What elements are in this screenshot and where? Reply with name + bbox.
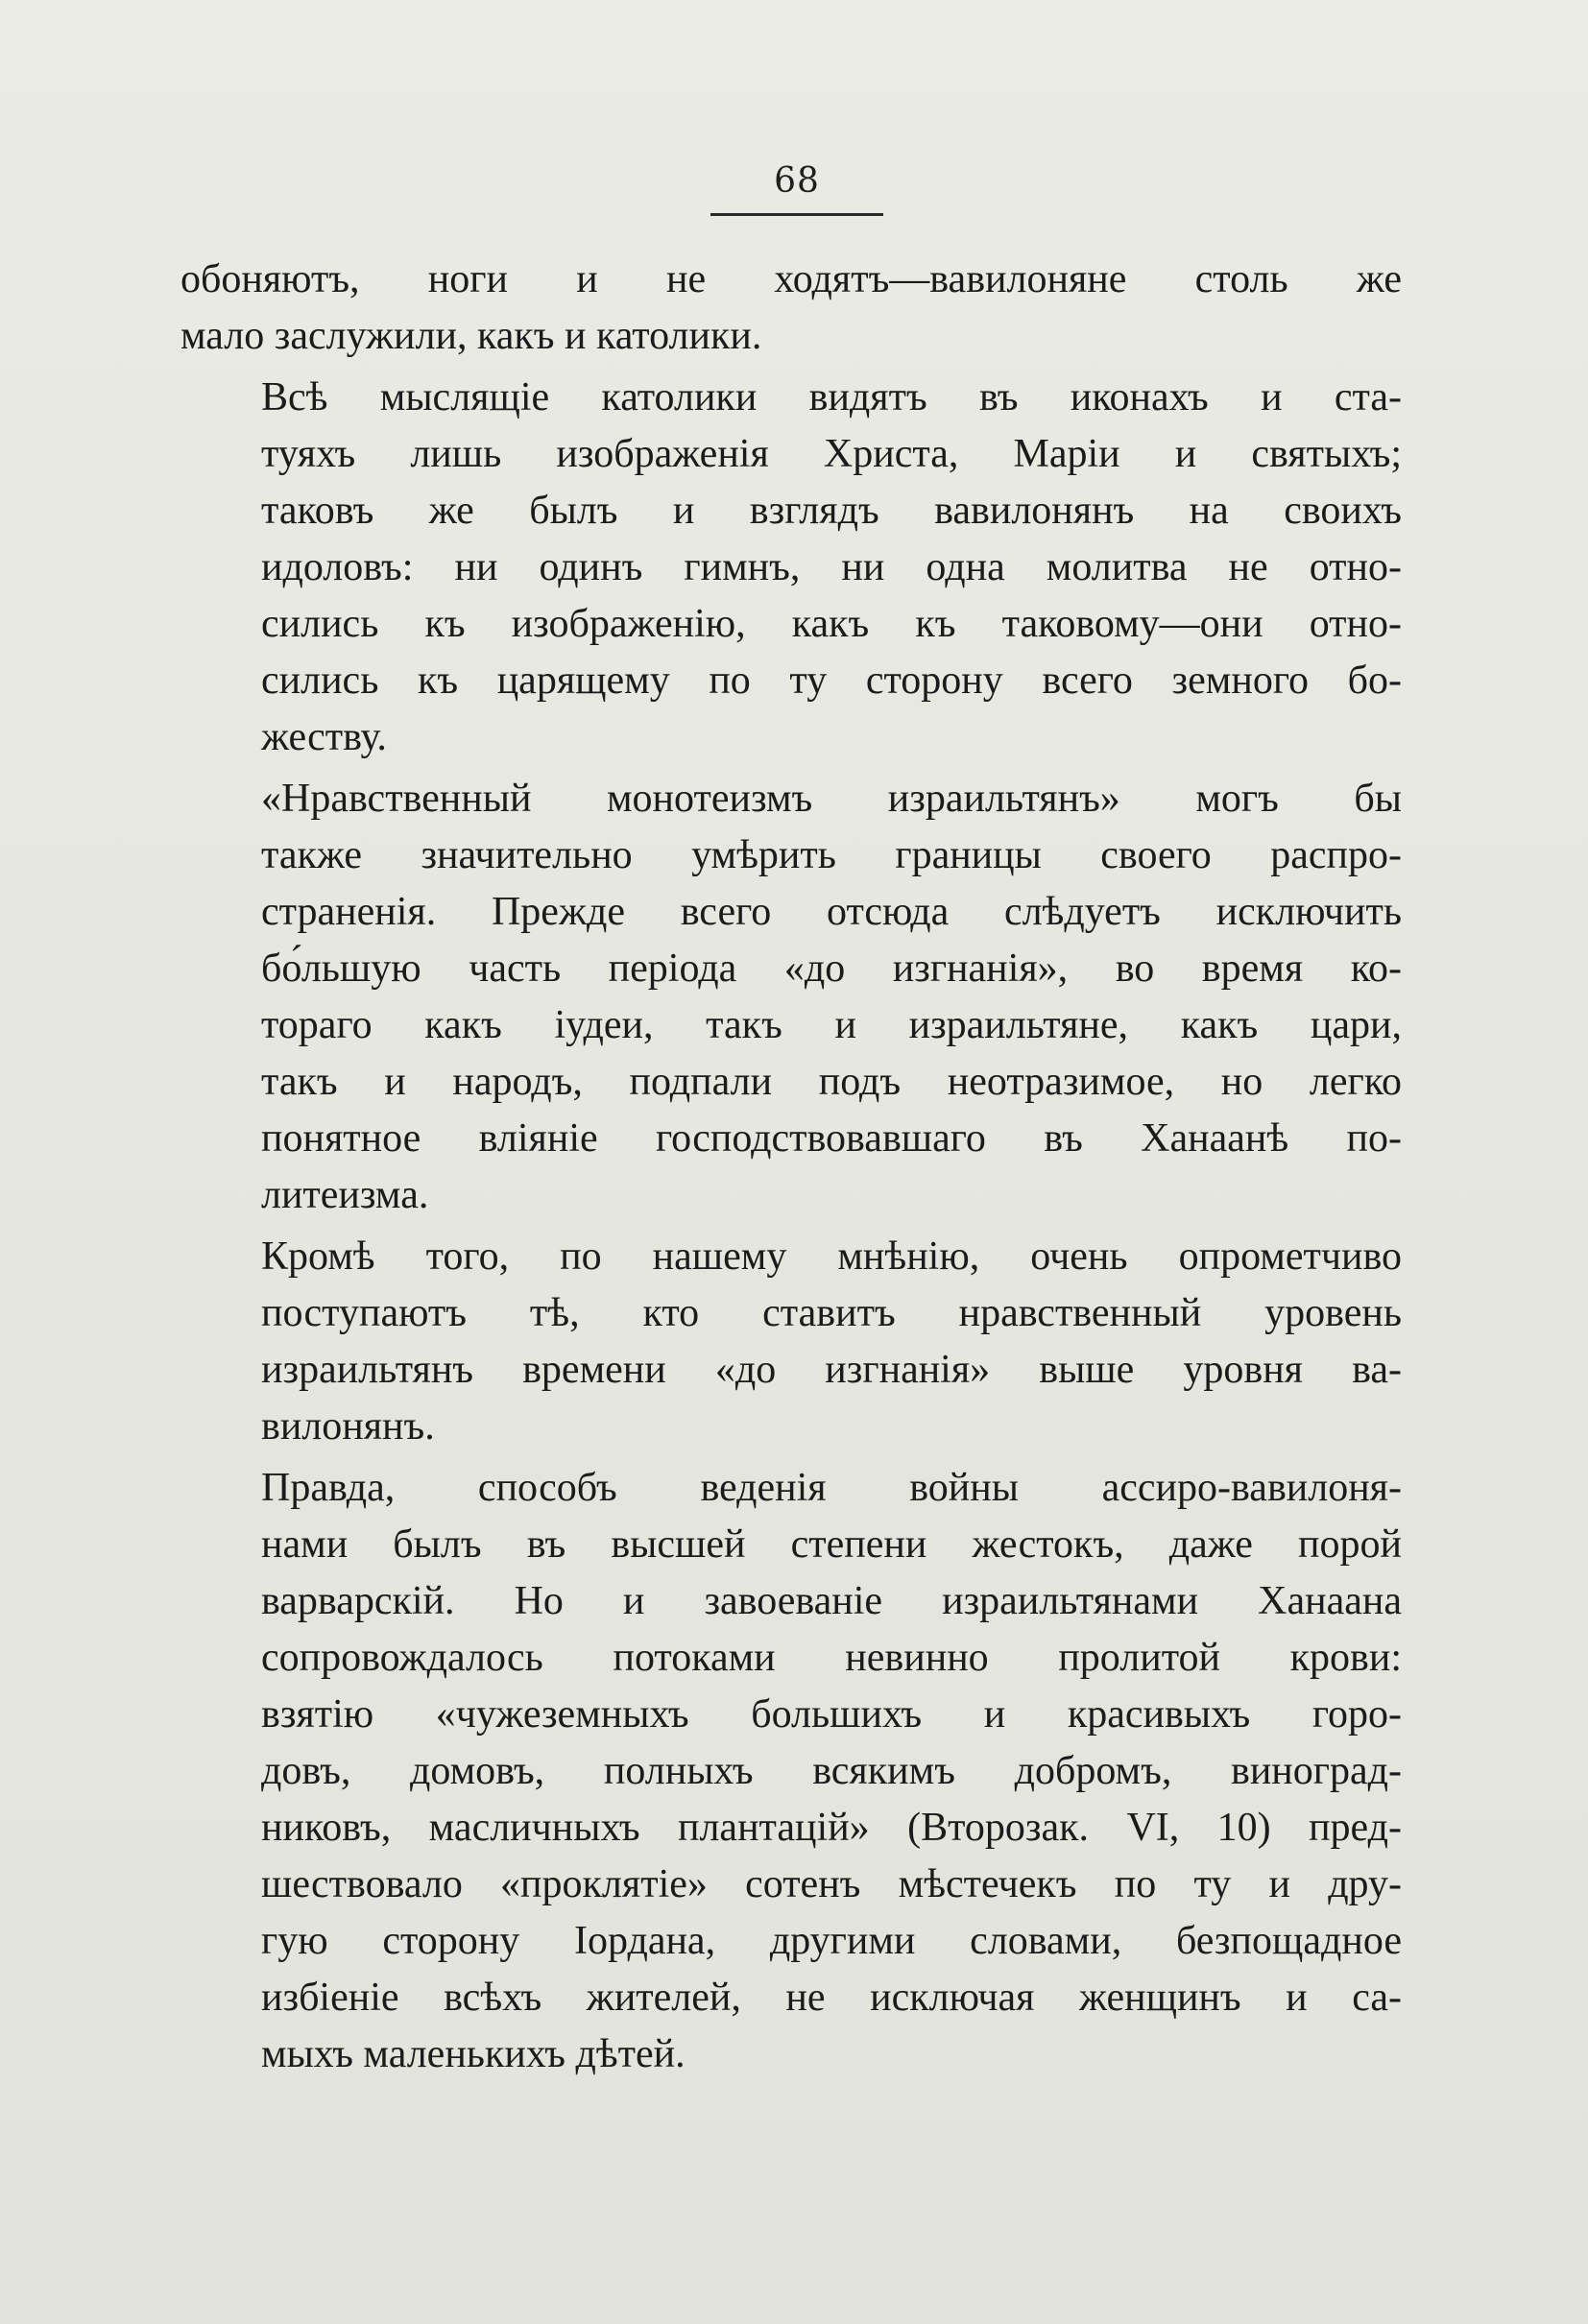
text-line: туяхъ лишь изображенія Христа, Маріи и святыхъ; [261, 432, 1402, 476]
text-line: взятію «чужеземныхъ большихъ и красивыхъ горо- [261, 1692, 1402, 1737]
text-line: варварскій. Но и завоеваніе израильтянами Ханаана [261, 1579, 1402, 1623]
text-line: идоловъ: ни одинъ гимнъ, ни одна молитва не отно- [261, 545, 1402, 589]
text-line: тораго какъ іудеи, такъ и израильтяне, какъ цари, [261, 1003, 1402, 1047]
paragraph [180, 771, 1402, 1224]
text-line: мало заслужили, какъ и католики. [180, 314, 762, 358]
text-line: «Нравственный монотеизмъ израильтянъ» могъ бы [261, 777, 1402, 821]
text-line: поступаютъ тѣ, кто ставитъ нравственный уровень [261, 1291, 1402, 1335]
paragraph [180, 1460, 1402, 2083]
text-line: мыхъ маленькихъ дѣтей. [261, 2032, 686, 2076]
page-number: 68 [774, 161, 820, 201]
text-line: нами былъ въ высшей степени жестокъ, даже порой [261, 1522, 1402, 1567]
text-line: жеству. [261, 715, 387, 759]
paragraph [180, 252, 1402, 365]
paragraph [180, 370, 1402, 766]
text-line: таковъ же былъ и взглядъ вавилонянъ на своихъ [261, 489, 1402, 533]
text-line: шествовало «проклятіе» сотенъ мѣстечекъ по ту и дру- [261, 1862, 1402, 1906]
text-line: Кромѣ того, по нашему мнѣнію, очень опрометчиво [261, 1234, 1402, 1279]
text-line: страненія. Прежде всего отсюда слѣдуетъ исключить [261, 890, 1402, 934]
text-line: сились къ изображенію, какъ къ таковому—они отно- [261, 602, 1402, 646]
text-line: обоняютъ, ноги и не ходятъ—вавилоняне столь же [180, 257, 1402, 301]
paragraph [180, 1229, 1402, 1455]
text-line: понятное вліяніе господствовавшаго въ Ханаанѣ по- [261, 1116, 1402, 1161]
text-line: бо́льшую часть періода «до изгнанія», во время ко- [261, 946, 1402, 991]
text-line: израильтянъ времени «до изгнанія» выше уровня ва- [261, 1348, 1402, 1392]
text-line: Правда, способъ веденія войны ассиро-вавилоня- [261, 1466, 1402, 1510]
page-number-rule [710, 213, 883, 216]
text-line: довъ, домовъ, полныхъ всякимъ добромъ, виноград- [261, 1749, 1402, 1793]
text-line: никовъ, масличныхъ плантацій» (Второзак. VI, 10) пред- [261, 1806, 1402, 1850]
body-text [180, 252, 1402, 2088]
text-line: Всѣ мыслящіе католики видятъ въ иконахъ и ста- [261, 375, 1402, 419]
text-line: вилонянъ. [261, 1404, 435, 1449]
text-line: такъ и народъ, подпали подъ неотразимое, но легко [261, 1060, 1402, 1104]
text-line: гую сторону Іордана, другими словами, безпощадное [261, 1919, 1402, 1963]
text-line: избіеніе всѣхъ жителей, не исключая женщинъ и са- [261, 1976, 1402, 2020]
text-line: литеизма. [261, 1173, 429, 1217]
text-line: сились къ царящему по ту сторону всего земного бо- [261, 659, 1402, 703]
text-line: сопровождалось потоками невинно пролитой крови: [261, 1636, 1402, 1680]
text-line: также значительно умѣрить границы своего распро- [261, 833, 1402, 877]
